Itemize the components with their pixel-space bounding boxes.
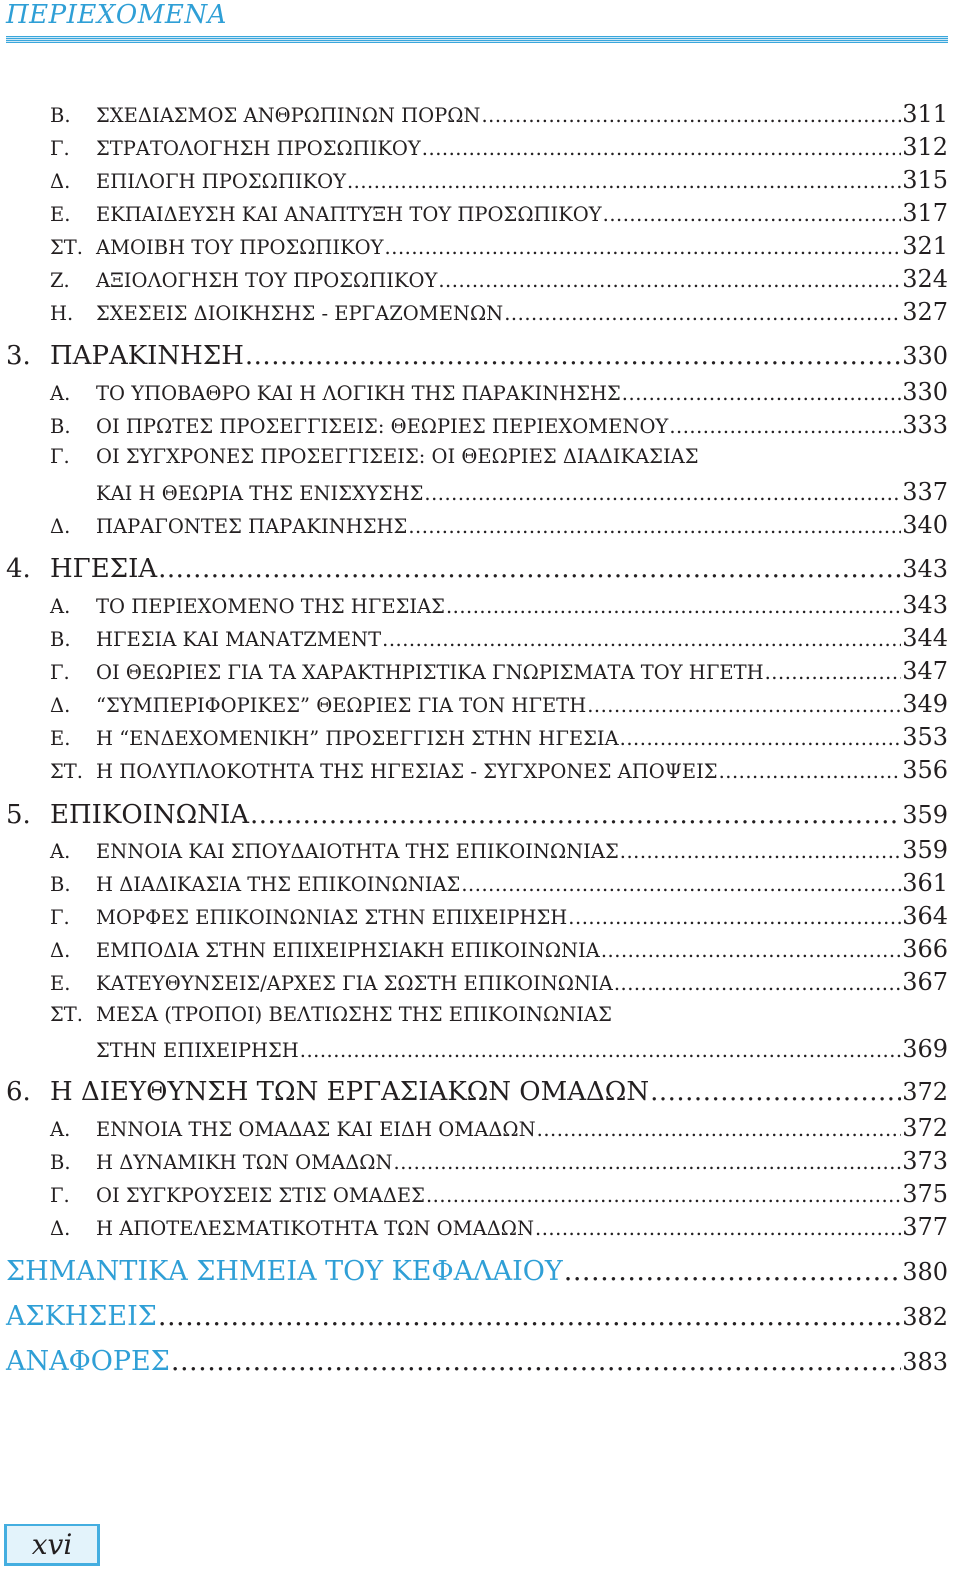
page-number-tab xyxy=(4,1524,100,1566)
toc-entry-page: 356 xyxy=(902,756,948,784)
toc-entry-number: Γ. xyxy=(50,137,70,160)
dot-leader xyxy=(765,661,902,684)
toc-entry[interactable] xyxy=(50,511,948,539)
dot-leader xyxy=(614,972,901,995)
toc-section-references[interactable] xyxy=(6,1346,948,1377)
toc-entry[interactable] xyxy=(50,411,948,439)
toc-section-exercises[interactable] xyxy=(6,1301,948,1332)
toc-entry[interactable] xyxy=(50,624,948,652)
toc-entry-page: 343 xyxy=(902,591,948,619)
toc-entry[interactable] xyxy=(50,265,948,293)
toc-entry-page: 315 xyxy=(902,166,948,194)
toc-entry[interactable] xyxy=(50,1180,948,1208)
dot-leader xyxy=(426,1184,901,1207)
dot-leader xyxy=(424,482,901,505)
dot-leader xyxy=(504,302,901,325)
toc-entry-page: 366 xyxy=(902,935,948,963)
toc-entry-page: 373 xyxy=(902,1147,948,1175)
toc-entry-title: ΠΑΡΑΓΟΝΤΕΣ ΠΑΡΑΚΙΝΗΣΗΣ xyxy=(96,515,408,538)
toc-entry[interactable] xyxy=(50,723,948,751)
toc-entry[interactable] xyxy=(50,591,948,619)
toc-entry-title: ΕΠΙΛΟΓΗ ΠΡΟΣΩΠΙΚΟΥ xyxy=(96,170,346,193)
toc-entry-title: Η ΠΟΛΥΠΛΟΚΟΤΗΤΑ ΤΗΣ ΗΓΕΣΙΑΣ - ΣΥΓΧΡΟΝΕΣ ΑΠΟΨΕΙΣ xyxy=(96,760,718,783)
toc-entry-page: 349 xyxy=(902,690,948,718)
toc-entry[interactable] xyxy=(50,100,948,128)
toc-section-title: ΣΗΜΑΝΤΙΚΑ ΣΗΜΕΙΑ ΤΟΥ ΚΕΦΑΛΑΙΟΥ xyxy=(6,1256,563,1287)
toc-entry-page: 324 xyxy=(902,265,948,293)
toc-entry-title: “ΣΥΜΠΕΡΙΦΟΡΙΚΕΣ” ΘΕΩΡΙΕΣ ΓΙΑ ΤΟΝ ΗΓΕΤΗ xyxy=(96,694,587,717)
toc-entry[interactable] xyxy=(50,869,948,897)
toc-entry[interactable] xyxy=(50,1114,948,1142)
toc-entry[interactable] xyxy=(50,657,948,685)
toc-entry-number: Δ. xyxy=(50,170,71,193)
toc-entry-page: 375 xyxy=(902,1180,948,1208)
toc-entry-page: 337 xyxy=(902,478,948,506)
toc-entry[interactable] xyxy=(50,133,948,161)
toc-chapter[interactable] xyxy=(6,554,948,584)
toc-entry-page: 330 xyxy=(902,378,948,406)
toc-entry-page: 377 xyxy=(902,1213,948,1241)
dot-leader xyxy=(300,1039,901,1062)
toc-entry-title: ΟΙ ΘΕΩΡΙΕΣ ΓΙΑ ΤΑ ΧΑΡΑΚΤΗΡΙΣΤΙΚΑ ΓΝΩΡΙΣΜΑΤΑ ΤΟΥ ΗΓΕΤΗ xyxy=(96,661,764,684)
toc-chapter-title: ΗΓΕΣΙΑ xyxy=(50,554,158,584)
toc-entry-number: Ε. xyxy=(50,203,71,226)
toc-entry-page: 344 xyxy=(902,624,948,652)
toc-entry-number: Δ. xyxy=(50,1217,71,1240)
toc-entry-number: Β. xyxy=(50,104,71,127)
toc-entry[interactable] xyxy=(50,902,948,930)
toc-chapter-number: 5. xyxy=(6,800,31,830)
toc-entry-number: Γ. xyxy=(50,445,70,468)
toc-entry-title: ΚΑΤΕΥΘΥΝΣΕΙΣ/ΑΡΧΕΣ ΓΙΑ ΣΩΣΤΗ ΕΠΙΚΟΙΝΩΝΙΑ xyxy=(96,972,613,995)
dot-leader xyxy=(481,104,901,127)
toc-entry[interactable] xyxy=(50,1147,948,1175)
toc-entry[interactable] xyxy=(50,166,948,194)
toc-entry-title: ΑΜΟΙΒΗ ΤΟΥ ΠΡΟΣΩΠΙΚΟΥ xyxy=(96,236,384,259)
toc-entry[interactable] xyxy=(50,199,948,227)
toc-entry[interactable] xyxy=(50,690,948,718)
dot-leader xyxy=(535,1217,901,1240)
toc-entry-number: Ζ. xyxy=(50,269,70,292)
toc-entry[interactable] xyxy=(50,378,948,406)
toc-entry-number: Ε. xyxy=(50,972,71,995)
toc-entry-title: Η ΔΥΝΑΜΙΚΗ ΤΩΝ ΟΜΑΔΩΝ xyxy=(96,1151,393,1174)
toc-entry-continuation[interactable] xyxy=(96,478,948,506)
toc-entry-title: Η ΑΠΟΤΕΛΕΣΜΑΤΙΚΟΤΗΤΑ ΤΩΝ ΟΜΑΔΩΝ xyxy=(96,1217,535,1240)
toc-entry-page: 340 xyxy=(902,511,948,539)
toc-entry[interactable] xyxy=(50,836,948,864)
toc-chapter-page: 343 xyxy=(902,555,948,583)
toc-entry-number: ΣΤ. xyxy=(50,1003,83,1026)
dot-leader xyxy=(568,906,901,929)
toc-chapter[interactable] xyxy=(6,800,948,830)
toc-entry-page: 347 xyxy=(902,657,948,685)
dot-leader xyxy=(385,236,902,259)
toc-entry-page: 372 xyxy=(902,1114,948,1142)
toc-entry-number: Γ. xyxy=(50,1184,70,1207)
toc-entry-page: 321 xyxy=(902,232,948,260)
dot-leader xyxy=(620,727,902,750)
dot-leader xyxy=(622,382,901,405)
toc-chapter-number: 6. xyxy=(6,1077,31,1107)
page-title: ΠΕΡΙΕΧΟΜΕΝΑ xyxy=(6,0,227,30)
toc-chapter-title: Η ΔΙΕΥΘΥΝΣΗ ΤΩΝ ΕΡΓΑΣΙΑΚΩΝ ΟΜΑΔΩΝ xyxy=(50,1077,650,1107)
toc-chapter-page: 372 xyxy=(902,1078,948,1106)
dot-leader xyxy=(422,137,901,160)
toc-entry-title: ΜΟΡΦΕΣ ΕΠΙΚΟΙΝΩΝΙΑΣ ΣΤΗΝ ΕΠΙΧΕΙΡΗΣΗ xyxy=(96,906,568,929)
toc-entry-page: 367 xyxy=(902,968,948,996)
toc-entry-number: Β. xyxy=(50,873,71,896)
toc-entry-number: Α. xyxy=(50,595,71,618)
dot-leader xyxy=(438,269,901,292)
toc-entry-number: Γ. xyxy=(50,661,70,684)
toc-entry-number: ΣΤ. xyxy=(50,236,83,259)
toc-entry-title: ΟΙ ΣΥΓΚΡΟΥΣΕΙΣ ΣΤΙΣ ΟΜΑΔΕΣ xyxy=(96,1184,425,1207)
toc-entry-number: Β. xyxy=(50,628,71,651)
toc-entry-title: ΤΟ ΠΕΡΙΕΧΟΜΕΝΟ ΤΗΣ ΗΓΕΣΙΑΣ xyxy=(96,595,445,618)
toc-entry-title: ΤΟ ΥΠΟΒΑΘΡΟ ΚΑΙ Η ΛΟΓΙΚΗ ΤΗΣ ΠΑΡΑΚΙΝΗΣΗΣ xyxy=(96,382,621,405)
toc-entry-title: ΕΜΠΟΔΙΑ ΣΤΗΝ ΕΠΙΧΕΙΡΗΣΙΑΚΗ ΕΠΙΚΟΙΝΩΝΙΑ xyxy=(96,939,600,962)
toc-chapter-number: 4. xyxy=(6,554,31,584)
toc-entry-title: ΑΞΙΟΛΟΓΗΣΗ ΤΟΥ ΠΡΟΣΩΠΙΚΟΥ xyxy=(96,269,438,292)
page-number: xvi xyxy=(7,1526,97,1563)
dot-leader xyxy=(347,170,901,193)
toc-entry-number: Β. xyxy=(50,1151,71,1174)
toc-entry-title: ΜΕΣΑ (ΤΡΟΠΟΙ) ΒΕΛΤΙΩΣΗΣ ΤΗΣ ΕΠΙΚΟΙΝΩΝΙΑΣ xyxy=(96,1003,612,1026)
toc-entry[interactable] xyxy=(50,232,948,260)
dot-leader xyxy=(537,1118,902,1141)
toc-entry-title: ΕΚΠΑΙΔΕΥΣΗ ΚΑΙ ΑΝΑΠΤΥΞΗ ΤΟΥ ΠΡΟΣΩΠΙΚΟΥ xyxy=(96,203,602,226)
toc-chapter-title: ΠΑΡΑΚΙΝΗΣΗ xyxy=(50,341,244,371)
toc-section-title: ΑΣΚΗΣΕΙΣ xyxy=(6,1301,157,1332)
toc-entry[interactable] xyxy=(50,756,948,784)
dot-leader xyxy=(603,203,902,226)
toc-entry[interactable] xyxy=(50,968,948,996)
dot-leader xyxy=(250,800,901,830)
toc-entry-title: ΟΙ ΣΥΓΧΡΟΝΕΣ ΠΡΟΣΕΓΓΙΣΕΙΣ: ΟΙ ΘΕΩΡΙΕΣ ΔΙΑΔΙΚΑΣΙΑΣ xyxy=(96,445,699,468)
toc-entry-title: ΗΓΕΣΙΑ ΚΑΙ ΜΑΝΑΤΖΜΕΝΤ xyxy=(96,628,382,651)
toc-entry-page: 353 xyxy=(902,723,948,751)
toc-entry-title: ΣΧΕΣΕΙΣ ΔΙΟΙΚΗΣΗΣ - ΕΡΓΑΖΟΜΕΝΩΝ xyxy=(96,302,504,325)
toc-entry-title: Η ΔΙΑΔΙΚΑΣΙΑ ΤΗΣ ΕΠΙΚΟΙΝΩΝΙΑΣ xyxy=(96,873,461,896)
toc-entry-number: Γ. xyxy=(50,906,70,929)
toc-entry-title: ΚΑΙ Η ΘΕΩΡΙΑ ΤΗΣ ΕΝΙΣΧΥΣΗΣ xyxy=(96,482,424,505)
toc-entry-number: Η. xyxy=(50,302,74,325)
toc-chapter[interactable] xyxy=(6,1077,948,1107)
toc-entry-number: Δ. xyxy=(50,939,71,962)
toc-entry-title: ΕΝΝΟΙΑ ΚΑΙ ΣΠΟΥΔΑΙΟΤΗΤΑ ΤΗΣ ΕΠΙΚΟΙΝΩΝΙΑΣ xyxy=(96,840,619,863)
toc-section-title: ΑΝΑΦΟΡΕΣ xyxy=(6,1346,170,1377)
dot-leader xyxy=(245,341,901,371)
toc-entry-page: 317 xyxy=(902,199,948,227)
toc-section-page: 380 xyxy=(902,1258,948,1286)
dot-leader xyxy=(171,1346,901,1377)
toc-entry-title: Η “ΕΝΔΕΧΟΜΕΝΙΚΗ” ΠΡΟΣΕΓΓΙΣΗ ΣΤΗΝ ΗΓΕΣΙΑ xyxy=(96,727,619,750)
dot-leader xyxy=(587,694,901,717)
dot-leader xyxy=(394,1151,902,1174)
toc-entry-title: ΣΤΡΑΤΟΛΟΓΗΣΗ ΠΡΟΣΩΠΙΚΟΥ xyxy=(96,137,421,160)
dot-leader xyxy=(650,1077,901,1107)
toc-entry-continuation[interactable] xyxy=(96,1035,948,1063)
dot-leader xyxy=(446,595,901,618)
toc-entry-page: 369 xyxy=(902,1035,948,1063)
toc-entry-title: ΕΝΝΟΙΑ ΤΗΣ ΟΜΑΔΑΣ ΚΑΙ ΕΙΔΗ ΟΜΑΔΩΝ xyxy=(96,1118,536,1141)
toc-chapter-title: ΕΠΙΚΟΙΝΩΝΙΑ xyxy=(50,800,250,830)
dot-leader xyxy=(719,760,902,783)
dot-leader xyxy=(158,1301,901,1332)
toc-entry-title: ΣΤΗΝ ΕΠΙΧΕΙΡΗΣΗ xyxy=(96,1039,299,1062)
toc-chapter-number: 3. xyxy=(6,341,31,371)
toc-entry-page: 311 xyxy=(902,100,948,128)
toc-entry-page: 359 xyxy=(902,836,948,864)
toc-entry-number: ΣΤ. xyxy=(50,760,83,783)
toc-entry-page: 327 xyxy=(902,298,948,326)
dot-leader xyxy=(620,840,901,863)
toc-entry-page: 364 xyxy=(902,902,948,930)
dot-leader xyxy=(408,515,901,538)
toc-entry-multiline[interactable] xyxy=(50,445,699,468)
toc-entry-number: Δ. xyxy=(50,694,71,717)
toc-section-important-points[interactable] xyxy=(6,1256,948,1287)
dot-leader xyxy=(669,415,901,438)
toc-section-page: 382 xyxy=(902,1303,948,1331)
dot-leader xyxy=(382,628,901,651)
toc-entry-number: Α. xyxy=(50,1118,71,1141)
toc-entry[interactable] xyxy=(50,935,948,963)
toc-entry-page: 333 xyxy=(902,411,948,439)
dot-leader xyxy=(601,939,901,962)
dot-leader xyxy=(158,554,901,584)
toc-chapter-page: 359 xyxy=(902,801,948,829)
toc-entry-title: ΣΧΕΔΙΑΣΜΟΣ ΑΝΘΡΩΠΙΝΩΝ ΠΟΡΩΝ xyxy=(96,104,481,127)
toc-entry-number: Β. xyxy=(50,415,71,438)
toc-chapter-page: 330 xyxy=(902,342,948,370)
toc-entry-number: Α. xyxy=(50,382,71,405)
toc-entry-page: 361 xyxy=(902,869,948,897)
toc-entry-title: ΟΙ ΠΡΩΤΕΣ ΠΡΟΣΕΓΓΙΣΕΙΣ: ΘΕΩΡΙΕΣ ΠΕΡΙΕΧΟΜΕΝΟΥ xyxy=(96,415,669,438)
toc-entry-number: Α. xyxy=(50,840,71,863)
dot-leader xyxy=(564,1256,901,1287)
toc-entry-number: Ε. xyxy=(50,727,71,750)
toc-chapter[interactable] xyxy=(6,341,948,371)
dot-leader xyxy=(461,873,901,896)
toc-entry-number: Δ. xyxy=(50,515,71,538)
toc-entry[interactable] xyxy=(50,1213,948,1241)
toc-section-page: 383 xyxy=(902,1348,948,1376)
toc-entry-multiline[interactable] xyxy=(50,1003,612,1026)
toc-entry-page: 312 xyxy=(902,133,948,161)
toc-entry[interactable] xyxy=(50,298,948,326)
